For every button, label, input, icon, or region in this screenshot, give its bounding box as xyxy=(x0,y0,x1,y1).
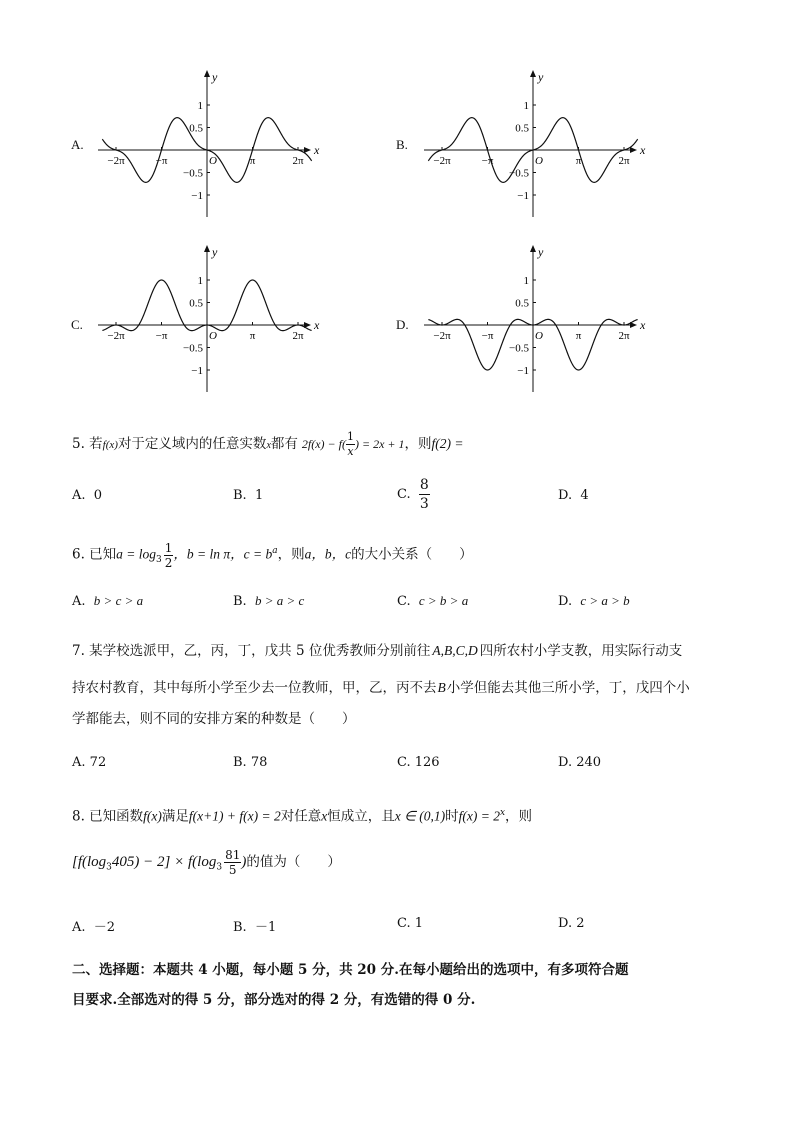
x-tick-label: −2π xyxy=(433,155,451,167)
x-axis-name: x xyxy=(314,318,320,332)
y-tick-label: −1 xyxy=(517,365,529,377)
x-tick-label: 2π xyxy=(292,330,304,342)
section-2-heading-line-2: 目要求.全部选对的得 5 分，部分选对的得 2 分，有选错的得 0 分. xyxy=(72,992,476,1008)
q6-frac-num: 1 xyxy=(164,540,173,555)
q6-a-sub: 3 xyxy=(156,555,162,566)
q5-ask: f(2) = xyxy=(431,436,464,451)
y-tick-label: −1 xyxy=(191,365,203,377)
q8-option-b: B. －1 xyxy=(233,920,277,935)
y-tick-label: −0.5 xyxy=(183,167,203,180)
q5-text1: 对于定义域内的任意实数 xyxy=(117,436,267,452)
q6-b-expr: ，b = ln π，c = b xyxy=(173,546,273,562)
x-tick-label: O xyxy=(535,155,543,167)
q7-option-b: B. 78 xyxy=(233,755,268,770)
q6-tail2: 的大小关系（ ） xyxy=(351,546,473,563)
x-tick-label: π xyxy=(249,155,256,167)
q6-a-expr: a = log xyxy=(116,546,157,562)
question-7-line-2: 持农村教育，其中每所小学至少去一位教师，甲，乙，丙不去B小学但能去其他三所小学，丁，戊四个小 xyxy=(72,680,690,696)
question-8-line-2: $[f(\log_3405) - 2] \times f(\log_3$ $\frac{81}{5}$ )的值为（ ） xyxy=(72,848,341,877)
graph-d-label: D. xyxy=(396,317,409,332)
q5-fx: f(x) xyxy=(102,439,118,451)
q5-option-d: D. 4 xyxy=(558,488,589,503)
x-tick-label: 2π xyxy=(618,155,630,167)
y-axis-name: y xyxy=(212,245,218,259)
y-tick-label: 0.5 xyxy=(189,122,203,135)
q7-option-c: C. 126 xyxy=(397,755,440,770)
x-tick-label: −2π xyxy=(433,330,451,342)
q5-var-x: x xyxy=(266,440,271,451)
y-tick-label: 1 xyxy=(197,100,203,112)
q5-frac-num: 1 xyxy=(346,430,354,443)
y-axis-arrow xyxy=(530,245,536,252)
y-tick-label: −0.5 xyxy=(183,342,203,355)
x-axis-name: x xyxy=(314,143,320,157)
q6-option-b: B. b > a > c xyxy=(233,593,305,609)
q6-frac-den: 2 xyxy=(164,555,173,570)
x-tick-label: π xyxy=(575,330,582,342)
y-axis-arrow xyxy=(204,70,210,77)
q5-eq-left: 2f(x) − f( xyxy=(301,437,346,451)
y-tick-label: −1 xyxy=(517,190,529,202)
q8-option-a: A. －2 xyxy=(72,920,116,935)
x-tick-label: −2π xyxy=(107,330,125,342)
q6-option-a: A. b > c > a xyxy=(72,593,144,609)
q5-option-b: B. 1 xyxy=(233,488,264,503)
x-tick-label: π xyxy=(249,330,256,342)
y-tick-label: 0.5 xyxy=(515,122,529,135)
question-7-line-3: 学都能去，则不同的安排方案的种数是（ ） xyxy=(72,711,356,727)
graph-b-label: B. xyxy=(396,137,408,152)
q6-vars: a，b，c xyxy=(304,546,352,562)
q5-option-a: A. 0 xyxy=(72,488,103,503)
x-axis-arrow xyxy=(304,147,311,153)
q8-option-c: C. 1 xyxy=(397,916,424,931)
y-axis-name: y xyxy=(212,70,218,84)
x-tick-label: −2π xyxy=(107,155,125,167)
y-tick-label: 0.5 xyxy=(189,297,203,310)
x-tick-label: −π xyxy=(155,155,168,167)
q6-c-sup: a xyxy=(272,546,278,556)
x-tick-label: π xyxy=(575,155,582,167)
q5-text3: ，则 xyxy=(404,436,432,452)
y-axis-arrow xyxy=(530,70,536,77)
y-axis-name: y xyxy=(538,245,544,259)
y-tick-label: 1 xyxy=(197,275,203,287)
q6-prefix: 6. 已知 xyxy=(72,546,117,563)
graph-c-label: C. xyxy=(71,317,83,332)
question-7-line-1: 7. 某学校选派甲，乙，丙，丁，戊共 5 位优秀教师分别前往 A,B,C,D 四所农村小学支教，用实际行动支 xyxy=(72,643,683,659)
x-tick-label: O xyxy=(209,155,217,167)
x-axis-arrow xyxy=(630,147,637,153)
x-tick-label: −π xyxy=(155,330,168,342)
question-6 xyxy=(72,538,473,573)
q5-frac-den: x xyxy=(347,445,354,458)
q7-option-a: A. 72 xyxy=(72,755,107,770)
q5-eq-right: ) = 2x + 1 xyxy=(354,437,405,451)
q5-option-c: C. $\frac{8}{3}$ xyxy=(397,477,429,512)
y-tick-label: 0.5 xyxy=(515,297,529,310)
q7-option-d: D. 240 xyxy=(558,755,602,770)
x-tick-label: 2π xyxy=(292,155,304,167)
graph-d xyxy=(418,240,648,395)
x-axis-name: x xyxy=(640,143,646,157)
y-axis-arrow xyxy=(204,245,210,252)
x-tick-label: O xyxy=(535,330,543,342)
section-2-heading-line-1: 二、选择题：本题共 4 小题，每小题 5 分，共 20 分.在每小题给出的选项中，有多项符合题 xyxy=(72,962,629,978)
y-tick-label: −0.5 xyxy=(509,342,529,355)
q5-prefix: 5. 若 xyxy=(72,436,103,452)
q5-text2: 都有 xyxy=(270,436,298,452)
graph-c xyxy=(92,240,322,395)
graph-a xyxy=(92,65,322,220)
x-tick-label: O xyxy=(209,330,217,342)
y-tick-label: 1 xyxy=(523,100,529,112)
y-tick-label: −0.5 xyxy=(509,167,529,180)
q8-option-d: D. 2 xyxy=(558,916,585,931)
x-axis-name: x xyxy=(640,318,646,332)
question-5 xyxy=(72,430,464,459)
graph-b xyxy=(418,65,648,220)
q6-tail: ，则 xyxy=(277,546,305,563)
y-tick-label: 1 xyxy=(523,275,529,287)
graph-a-label: A. xyxy=(71,137,84,152)
x-tick-label: −π xyxy=(481,155,494,167)
x-tick-label: −π xyxy=(481,330,494,342)
q6-option-d: D. c > a > b xyxy=(558,593,630,609)
y-axis-name: y xyxy=(538,70,544,84)
q6-option-c: C. c > b > a xyxy=(397,593,469,609)
x-tick-label: 2π xyxy=(618,330,630,342)
y-tick-label: −1 xyxy=(191,190,203,202)
question-8-line-1: 8. 已知函数f(x)满足f(x+1) + f(x) = 2对任意x恒成立，且x ∈ (0,1)时$f(x) = 2^x$，则 xyxy=(72,808,533,825)
